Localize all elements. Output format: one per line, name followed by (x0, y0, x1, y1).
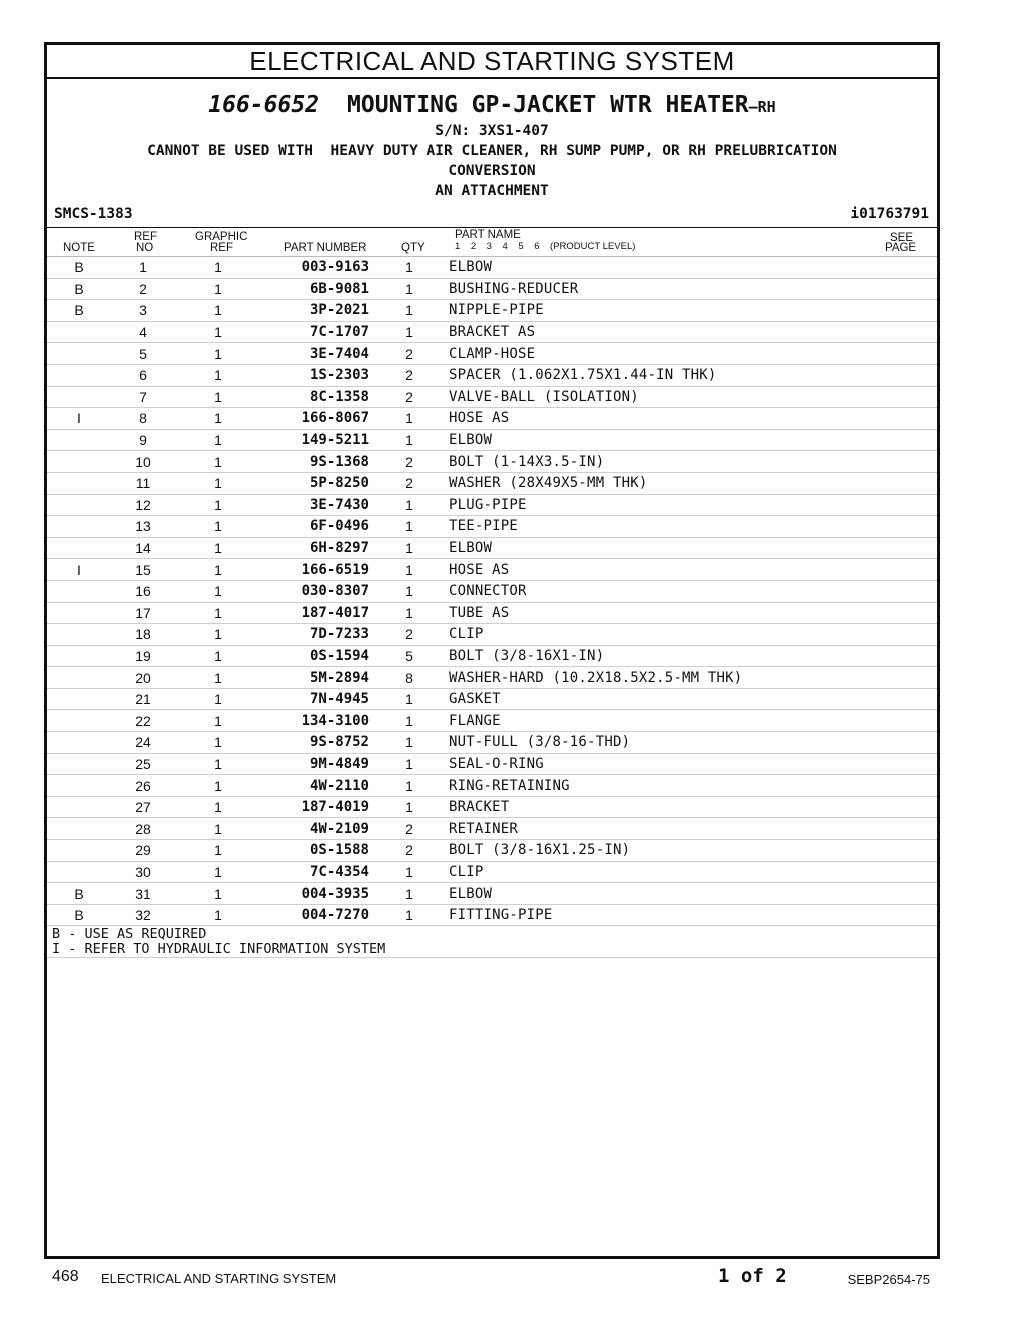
cell-part-name: VALVE-BALL (ISOLATION) (449, 386, 937, 408)
cell-part-name: TEE-PIPE (449, 516, 937, 538)
cell-qty: 1 (369, 602, 449, 624)
table-row (47, 343, 937, 365)
cell-graphic-ref: 1 (175, 688, 261, 710)
cell-ref-no: 29 (111, 840, 175, 862)
cell-part-name: CLIP (449, 861, 937, 883)
cell-part-number: 3E-7430 (261, 494, 369, 516)
cell-note (47, 753, 111, 775)
cell-note (47, 451, 111, 473)
cell-part-number: 149-5211 (261, 429, 369, 451)
cell-qty: 1 (369, 559, 449, 581)
cell-part-number: 187-4019 (261, 796, 369, 818)
cell-qty: 2 (369, 840, 449, 862)
sheet-indicator: 1 of 2 (718, 1265, 787, 1287)
cell-note (47, 732, 111, 754)
cell-part-number: 134-3100 (261, 710, 369, 732)
cell-qty: 1 (369, 580, 449, 602)
cell-ref-no: 10 (111, 451, 175, 473)
cell-part-name: FITTING-PIPE (449, 904, 937, 926)
table-row (47, 818, 937, 840)
cell-graphic-ref: 1 (175, 278, 261, 300)
cell-graphic-ref: 1 (175, 537, 261, 559)
cell-graphic-ref: 1 (175, 429, 261, 451)
cell-note: B (47, 300, 111, 322)
parts-table-body (47, 257, 937, 926)
cell-part-number: 3P-2021 (261, 300, 369, 322)
cell-note (47, 343, 111, 365)
cell-qty: 1 (369, 408, 449, 430)
cell-graphic-ref: 1 (175, 840, 261, 862)
col-see-top: SEE (890, 232, 914, 244)
cell-part-number: 6B-9081 (261, 278, 369, 300)
smcs-code: SMCS-1383 (54, 206, 133, 222)
cell-qty: 1 (369, 321, 449, 343)
cell-graphic-ref: 1 (175, 580, 261, 602)
cell-ref-no: 9 (111, 429, 175, 451)
cell-graphic-ref: 1 (175, 883, 261, 905)
cell-part-number: 004-7270 (261, 904, 369, 926)
cell-ref-no: 21 (111, 688, 175, 710)
table-row (47, 796, 937, 818)
group-number: 166-6652 (208, 92, 320, 118)
table-row (47, 516, 937, 538)
table-row (47, 408, 937, 430)
table-row (47, 472, 937, 494)
cell-note (47, 775, 111, 797)
notes-legend (52, 927, 937, 957)
page-number: 468 (52, 1268, 79, 1285)
cell-part-number: 1S-2303 (261, 364, 369, 386)
cell-part-name: WASHER-HARD (10.2X18.5X2.5-MM THK) (449, 667, 937, 689)
table-row (47, 364, 937, 386)
cell-graphic-ref: 1 (175, 343, 261, 365)
cell-ref-no: 30 (111, 861, 175, 883)
cell-ref-no: 16 (111, 580, 175, 602)
cell-part-number: 4W-2110 (261, 775, 369, 797)
cell-ref-no: 27 (111, 796, 175, 818)
cell-graphic-ref: 1 (175, 624, 261, 646)
cell-note: B (47, 883, 111, 905)
cell-ref-no: 32 (111, 904, 175, 926)
cell-part-number: 0S-1588 (261, 840, 369, 862)
cell-part-name: SEAL-O-RING (449, 753, 937, 775)
col-note: NOTE (63, 242, 95, 254)
group-title (47, 91, 937, 121)
cell-ref-no: 3 (111, 300, 175, 322)
cell-note (47, 861, 111, 883)
cell-part-name: BOLT (1-14X3.5-IN) (449, 451, 937, 473)
cell-ref-no: 6 (111, 364, 175, 386)
cell-qty: 5 (369, 645, 449, 667)
caveat-line-2: CONVERSION (448, 163, 536, 179)
cell-part-name: NIPPLE-PIPE (449, 300, 937, 322)
cell-graphic-ref: 1 (175, 472, 261, 494)
cell-qty: 1 (369, 688, 449, 710)
cell-note (47, 386, 111, 408)
cell-part-number: 003-9163 (261, 257, 369, 278)
cell-note (47, 710, 111, 732)
caveat-line-1: CANNOT BE USED WITH HEAVY DUTY AIR CLEANER, RH SUMP PUMP, OR RH PRELUBRICATION (147, 143, 837, 159)
table-row (47, 321, 937, 343)
cell-note (47, 840, 111, 862)
cell-note (47, 645, 111, 667)
cell-part-number: 4W-2109 (261, 818, 369, 840)
cell-qty: 1 (369, 753, 449, 775)
col-see-bottom: PAGE (885, 242, 917, 254)
cell-graphic-ref: 1 (175, 300, 261, 322)
cell-part-name: CONNECTOR (449, 580, 937, 602)
cell-part-name: ELBOW (449, 429, 937, 451)
cell-part-name: CLIP (449, 624, 937, 646)
cell-graphic-ref: 1 (175, 667, 261, 689)
cell-ref-no: 11 (111, 472, 175, 494)
cell-note (47, 667, 111, 689)
table-row (47, 257, 937, 278)
cell-part-number: 9S-1368 (261, 451, 369, 473)
cell-note: I (47, 408, 111, 430)
cell-part-number: 8C-1358 (261, 386, 369, 408)
table-row (47, 559, 937, 581)
cell-part-name: BUSHING-REDUCER (449, 278, 937, 300)
cell-part-name: BOLT (3/8-16X1.25-IN) (449, 840, 937, 862)
cell-part-number: 166-8067 (261, 408, 369, 430)
cell-part-name: SPACER (1.062X1.75X1.44-IN THK) (449, 364, 937, 386)
cell-part-number: 7C-4354 (261, 861, 369, 883)
cell-part-number: 5P-8250 (261, 472, 369, 494)
cell-qty: 2 (369, 451, 449, 473)
table-row (47, 300, 937, 322)
cell-graphic-ref: 1 (175, 710, 261, 732)
cell-qty: 1 (369, 775, 449, 797)
cell-qty: 2 (369, 818, 449, 840)
cell-graphic-ref: 1 (175, 645, 261, 667)
cell-part-number: 0S-1594 (261, 645, 369, 667)
cell-qty: 8 (369, 667, 449, 689)
table-row (47, 278, 937, 300)
cell-note: B (47, 257, 111, 278)
cell-graphic-ref: 1 (175, 796, 261, 818)
cell-graphic-ref: 1 (175, 732, 261, 754)
cell-graphic-ref: 1 (175, 257, 261, 278)
group-suffix: —RH (748, 98, 776, 116)
cell-graphic-ref: 1 (175, 516, 261, 538)
cell-ref-no: 13 (111, 516, 175, 538)
parts-table (47, 257, 937, 926)
cell-part-name: ELBOW (449, 537, 937, 559)
table-row (47, 386, 937, 408)
cell-graphic-ref: 1 (175, 559, 261, 581)
cell-qty: 2 (369, 624, 449, 646)
cell-graphic-ref: 1 (175, 451, 261, 473)
cell-note (47, 494, 111, 516)
table-row (47, 451, 937, 473)
cell-graphic-ref: 1 (175, 408, 261, 430)
table-row (47, 861, 937, 883)
table-row (47, 624, 937, 646)
cell-part-name: RING-RETAINING (449, 775, 937, 797)
cell-part-number: 3E-7404 (261, 343, 369, 365)
table-row (47, 710, 937, 732)
cell-qty: 1 (369, 429, 449, 451)
col-graphic-top: GRAPHIC (195, 231, 248, 243)
col-qty: QTY (401, 242, 425, 254)
cell-part-number: 6H-8297 (261, 537, 369, 559)
cell-qty: 1 (369, 861, 449, 883)
document-id: SEBP2654-75 (847, 1272, 930, 1287)
cell-note (47, 796, 111, 818)
table-row (47, 494, 937, 516)
table-row (47, 537, 937, 559)
group-name: MOUNTING GP-JACKET WTR HEATER (347, 92, 749, 118)
cell-part-name: ELBOW (449, 257, 937, 278)
cell-ref-no: 2 (111, 278, 175, 300)
cell-part-number: 7N-4945 (261, 688, 369, 710)
cell-qty: 1 (369, 883, 449, 905)
smcs-row (47, 205, 937, 228)
cell-graphic-ref: 1 (175, 602, 261, 624)
cell-ref-no: 14 (111, 537, 175, 559)
cell-graphic-ref: 1 (175, 904, 261, 926)
cell-note (47, 624, 111, 646)
cell-note (47, 688, 111, 710)
cell-note (47, 321, 111, 343)
cell-ref-no: 15 (111, 559, 175, 581)
cell-ref-no: 19 (111, 645, 175, 667)
cell-note (47, 602, 111, 624)
cell-part-number: 166-6519 (261, 559, 369, 581)
cell-part-name: BRACKET AS (449, 321, 937, 343)
cell-graphic-ref: 1 (175, 861, 261, 883)
cell-note (47, 580, 111, 602)
cell-graphic-ref: 1 (175, 386, 261, 408)
cell-part-number: 7C-1707 (261, 321, 369, 343)
cell-part-number: 9S-8752 (261, 732, 369, 754)
cell-note (47, 516, 111, 538)
table-row (47, 645, 937, 667)
cell-part-name: RETAINER (449, 818, 937, 840)
footer-section: ELECTRICAL AND STARTING SYSTEM (101, 1271, 337, 1286)
cell-part-number: 9M-4849 (261, 753, 369, 775)
col-ref-bottom: NO (136, 242, 154, 254)
cell-part-name: BOLT (3/8-16X1-IN) (449, 645, 937, 667)
cell-qty: 1 (369, 796, 449, 818)
cell-qty: 1 (369, 300, 449, 322)
cell-ref-no: 17 (111, 602, 175, 624)
cell-part-name: WASHER (28X49X5-MM THK) (449, 472, 937, 494)
cell-part-number: 6F-0496 (261, 516, 369, 538)
cell-note: B (47, 278, 111, 300)
cell-note: B (47, 904, 111, 926)
cell-ref-no: 22 (111, 710, 175, 732)
cell-part-number: 187-4017 (261, 602, 369, 624)
cell-part-name: PLUG-PIPE (449, 494, 937, 516)
cell-ref-no: 28 (111, 818, 175, 840)
cell-qty: 2 (369, 364, 449, 386)
table-row (47, 775, 937, 797)
cell-ref-no: 25 (111, 753, 175, 775)
cell-ref-no: 24 (111, 732, 175, 754)
cell-part-number: 7D-7233 (261, 624, 369, 646)
col-ref-top: REF (134, 231, 157, 243)
col-product-levels: 1 2 3 4 5 6 (PRODUCT LEVEL) (455, 241, 636, 252)
cell-graphic-ref: 1 (175, 494, 261, 516)
col-part-number: PART NUMBER (284, 242, 367, 254)
cell-part-number: 5M-2894 (261, 667, 369, 689)
cell-qty: 2 (369, 343, 449, 365)
note-b: B - USE AS REQUIRED (52, 926, 207, 942)
cell-note: I (47, 559, 111, 581)
cell-qty: 1 (369, 516, 449, 538)
cell-note (47, 818, 111, 840)
cell-qty: 1 (369, 257, 449, 278)
col-part-name: PART NAME (455, 229, 521, 241)
cell-part-name: GASKET (449, 688, 937, 710)
table-row (47, 732, 937, 754)
cell-ref-no: 5 (111, 343, 175, 365)
cell-ref-no: 1 (111, 257, 175, 278)
table-row (47, 883, 937, 905)
table-row (47, 753, 937, 775)
parts-page-frame (44, 42, 940, 1259)
cell-part-name: HOSE AS (449, 559, 937, 581)
cell-graphic-ref: 1 (175, 321, 261, 343)
cell-note (47, 472, 111, 494)
cell-part-name: NUT-FULL (3/8-16-THD) (449, 732, 937, 754)
section-title: ELECTRICAL AND STARTING SYSTEM (47, 45, 937, 79)
notes-divider (47, 957, 937, 958)
cell-graphic-ref: 1 (175, 753, 261, 775)
cell-qty: 1 (369, 494, 449, 516)
cell-ref-no: 12 (111, 494, 175, 516)
cell-part-name: CLAMP-HOSE (449, 343, 937, 365)
cell-ref-no: 8 (111, 408, 175, 430)
cell-ref-no: 20 (111, 667, 175, 689)
cell-part-name: HOSE AS (449, 408, 937, 430)
table-row (47, 429, 937, 451)
table-row (47, 904, 937, 926)
page-footer (0, 1262, 1020, 1292)
caveat-line-3: AN ATTACHMENT (435, 183, 549, 199)
illustration-id: i01763791 (850, 206, 929, 222)
cell-ref-no: 31 (111, 883, 175, 905)
table-row (47, 580, 937, 602)
cell-graphic-ref: 1 (175, 818, 261, 840)
cell-part-name: FLANGE (449, 710, 937, 732)
cell-ref-no: 4 (111, 321, 175, 343)
cell-qty: 1 (369, 537, 449, 559)
cell-qty: 1 (369, 904, 449, 926)
group-header (47, 79, 937, 201)
cell-part-name: TUBE AS (449, 602, 937, 624)
cell-note (47, 429, 111, 451)
cell-qty: 1 (369, 278, 449, 300)
table-row (47, 688, 937, 710)
cell-note (47, 364, 111, 386)
cell-part-number: 030-8307 (261, 580, 369, 602)
cell-part-name: ELBOW (449, 883, 937, 905)
table-row (47, 602, 937, 624)
col-graphic-bottom: REF (210, 242, 233, 254)
cell-part-name: BRACKET (449, 796, 937, 818)
cell-qty: 2 (369, 472, 449, 494)
table-row (47, 667, 937, 689)
cell-note (47, 537, 111, 559)
cell-qty: 2 (369, 386, 449, 408)
cell-graphic-ref: 1 (175, 775, 261, 797)
cell-qty: 1 (369, 732, 449, 754)
cell-graphic-ref: 1 (175, 364, 261, 386)
cell-part-number: 004-3935 (261, 883, 369, 905)
cell-ref-no: 7 (111, 386, 175, 408)
cell-qty: 1 (369, 710, 449, 732)
table-row (47, 840, 937, 862)
cell-ref-no: 26 (111, 775, 175, 797)
note-i: I - REFER TO HYDRAULIC INFORMATION SYSTEM (52, 941, 386, 957)
column-headers (47, 228, 937, 257)
serial-range: S/N: 3XS1-407 (435, 123, 549, 139)
cell-ref-no: 18 (111, 624, 175, 646)
